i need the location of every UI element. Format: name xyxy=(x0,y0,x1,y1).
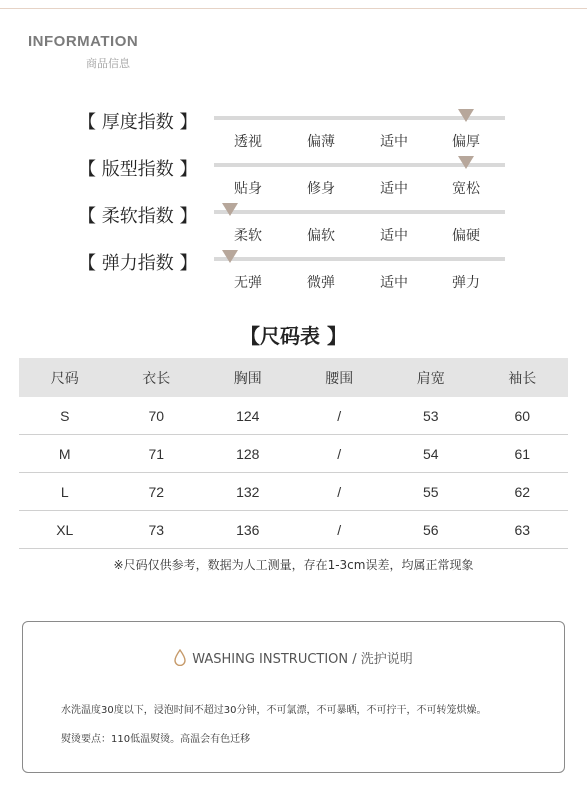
size-table xyxy=(19,358,568,549)
index-label: 【 弹力指数 】 xyxy=(78,253,198,274)
size-table-header-cell: 衣长 xyxy=(111,358,203,397)
index-marker-icon xyxy=(458,156,474,169)
size-table-header-cell: 尺码 xyxy=(19,358,111,397)
index-option: 修身 xyxy=(307,181,335,197)
table-cell: 55 xyxy=(385,473,477,511)
index-option: 柔软 xyxy=(234,228,262,244)
size-note: ※尺码仅供参考，数据为人工测量，存在1-3cm误差，均属正常现象 xyxy=(113,558,474,572)
index-option: 适中 xyxy=(380,134,408,150)
info-subtitle: 商品信息 xyxy=(86,57,130,70)
table-cell: / xyxy=(294,435,386,473)
info-title: INFORMATION xyxy=(28,33,139,50)
size-table-title: 【尺码表 】 xyxy=(240,324,347,348)
index-row xyxy=(0,108,587,152)
table-cell: 61 xyxy=(477,435,569,473)
index-option: 适中 xyxy=(380,181,408,197)
index-option: 偏软 xyxy=(307,228,335,244)
index-option: 宽松 xyxy=(452,181,480,197)
index-option: 偏硬 xyxy=(452,228,480,244)
index-option: 偏厚 xyxy=(452,134,480,150)
table-cell: 53 xyxy=(385,397,477,435)
size-table-header-cell: 腰围 xyxy=(294,358,386,397)
table-cell: 63 xyxy=(477,511,569,549)
table-cell: 73 xyxy=(111,511,203,549)
index-marker-icon xyxy=(222,250,238,263)
size-table-header-cell: 肩宽 xyxy=(385,358,477,397)
index-label: 【 版型指数 】 xyxy=(78,159,198,180)
table-cell: 128 xyxy=(202,435,294,473)
index-label: 【 柔软指数 】 xyxy=(78,206,198,227)
washing-line-1: 水洗温度30度以下，浸泡时间不超过30分钟，不可氯漂，不可暴晒，不可拧干，不可转笼烘燥。 xyxy=(61,705,487,716)
index-option: 适中 xyxy=(380,228,408,244)
table-cell: S xyxy=(19,397,111,435)
index-option: 贴身 xyxy=(234,181,262,197)
index-label: 【 厚度指数 】 xyxy=(78,112,198,133)
index-options xyxy=(234,131,504,151)
table-cell: XL xyxy=(19,511,111,549)
washing-heading-text: WASHING INSTRUCTION / 洗护说明 xyxy=(192,652,413,667)
index-option: 透视 xyxy=(234,134,262,150)
index-option: 无弹 xyxy=(234,275,262,291)
index-option: 微弹 xyxy=(307,275,335,291)
index-options xyxy=(234,272,504,292)
table-cell: 136 xyxy=(202,511,294,549)
table-row xyxy=(19,511,568,549)
index-option: 弹力 xyxy=(452,275,480,291)
index-options xyxy=(234,225,504,245)
index-track xyxy=(214,257,505,261)
table-cell: 60 xyxy=(477,397,569,435)
table-cell: M xyxy=(19,435,111,473)
table-cell: 56 xyxy=(385,511,477,549)
washing-heading xyxy=(23,648,564,667)
top-divider xyxy=(0,8,587,9)
table-row xyxy=(19,473,568,511)
table-cell: 132 xyxy=(202,473,294,511)
index-option: 适中 xyxy=(380,275,408,291)
index-row xyxy=(0,202,587,246)
index-row xyxy=(0,249,587,293)
washing-box xyxy=(22,621,565,773)
table-cell: 54 xyxy=(385,435,477,473)
washing-line-2: 熨烫要点：110低温熨烫。高温会有色迁移 xyxy=(61,734,251,745)
size-table-header xyxy=(19,358,568,397)
index-options xyxy=(234,178,504,198)
table-cell: / xyxy=(294,511,386,549)
index-marker-icon xyxy=(222,203,238,216)
table-row xyxy=(19,435,568,473)
size-table-header-cell: 胸围 xyxy=(202,358,294,397)
table-cell: 70 xyxy=(111,397,203,435)
table-cell: / xyxy=(294,397,386,435)
table-row xyxy=(19,397,568,435)
table-cell: 62 xyxy=(477,473,569,511)
index-option: 偏薄 xyxy=(307,134,335,150)
index-marker-icon xyxy=(458,109,474,122)
table-cell: L xyxy=(19,473,111,511)
table-cell: 72 xyxy=(111,473,203,511)
table-cell: 124 xyxy=(202,397,294,435)
table-cell: 71 xyxy=(111,435,203,473)
size-table-header-cell: 袖长 xyxy=(477,358,569,397)
index-track xyxy=(214,210,505,214)
index-row xyxy=(0,155,587,199)
table-cell: / xyxy=(294,473,386,511)
water-drop-icon xyxy=(174,652,192,667)
